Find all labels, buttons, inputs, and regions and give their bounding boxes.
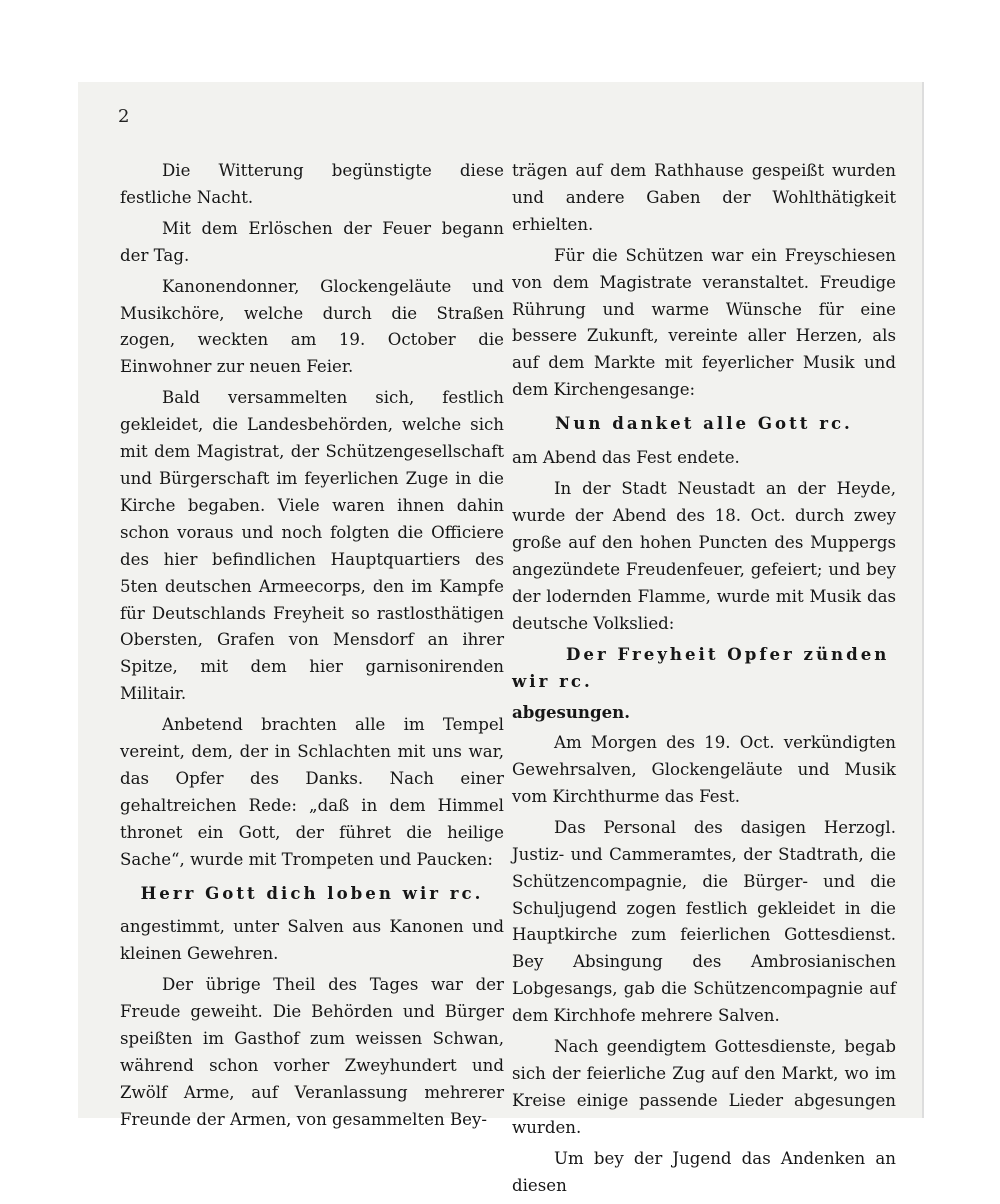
paragraph: abgesungen. (512, 702, 630, 723)
paragraph: Am Morgen des 19. Oct. verkündigten Gewehrsalven, Glockengeläute und Musik vom Kirchthurme das Fest. (512, 733, 896, 806)
paragraph: Bald versammelten sich, festlich gekleidet, die Landesbehörden, welche sich mit dem Magistrat, der Schützengesellschaft und Bürgerschaft im feyerlichen Zuge in die Kirche begaben. Viele waren ihnen dahin schon voraus und noch folgten die Officiere des hier befindlichen Hauptquartiers des 5ten deutschen Armeecorps, den im Kampfe für Deutschlands Freyheit so rastlosthätigen Obersten, Grafen von Mensdorf an ihrer Spitze, mit dem hier garnisonirenden Militair. (120, 388, 504, 704)
paragraph: Die Witterung begünstigte diese festliche Nacht. (120, 161, 504, 207)
paragraph: Anbetend brachten alle im Tempel vereint, dem, der in Schlachten mit uns war, das Opfer des Danks. Nach einer gehaltreichen Rede: „daß in dem Himmel thronet ein Gott, der führet die heilige Sache“, wurde mit Trompeten und Paucken: (120, 715, 504, 869)
paragraph: Mit dem Erlöschen der Feuer begann der Tag. (120, 218, 504, 265)
paragraph: trägen auf dem Rathhause gespeißt wurden und andere Gaben der Wohlthätigkeit erhielten. (512, 161, 896, 234)
left-column (120, 158, 504, 1138)
hymn-title: Herr Gott dich loben wir rc. (140, 882, 484, 903)
paragraph: Nach geendigtem Gottesdienste, begab sich der feierliche Zug auf den Markt, wo im Kreise einige passende Lieder abgesungen wurden. (512, 1037, 896, 1137)
page-number: 2 (118, 106, 130, 127)
paragraph: Das Personal des dasigen Herzogl. Justiz- und Cammeramtes, der Stadtrath, die Schützencompagnie, die Bürger- und die Schuljugend zogen festlich gekleidet in die Hauptkirche zum feierlichen Gottesdienst. Bey Absingung des Ambrosianischen Lobgesangs, gab die Schützencompagnie auf dem Kirchhofe mehrere Salven. (512, 817, 896, 1026)
paragraph: Kanonendonner, Glockengeläute und Musikchöre, welche durch die Straßen zogen, weckten am 19. October die Einwohner zur neuen Feier. (120, 276, 504, 377)
paragraph: Um bey der Jugend das Andenken an diesen (512, 1148, 896, 1195)
paragraph: angestimmt, unter Salven aus Kanonen und kleinen Gewehren. (120, 917, 504, 964)
paragraph: In der Stadt Neustadt an der Heyde, wurde der Abend des 18. Oct. durch zwey große auf den hohen Puncten des Muppergs angezündete Freudenfeuer, gefeiert; und bey der lodernden Flamme, wurde mit Musik das deutsche Volkslied: (512, 478, 896, 633)
paragraph: Der übrige Theil des Tages war der Freude geweiht. Die Behörden und Bürger speißten im Gasthof zum weissen Schwan, während schon vorher Zweyhundert und Zwölf Arme, auf Veranlassung mehrerer Freunde der Armen, von gesammelten Bey- (120, 975, 504, 1129)
song-title: Der Freyheit Opfer zünden wir rc. (512, 644, 890, 692)
paragraph: Für die Schützen war ein Freyschiesen von dem Magistrate veranstaltet. Freudige Rührung und warme Wünsche für eine bessere Zukunft, vereinte aller Herzen, als auf dem Markte mit feyerlicher Musik und dem Kirchengesange: (512, 245, 896, 400)
hymn-title: Nun danket alle Gott rc. (555, 413, 853, 434)
paragraph: am Abend das Fest endete. (512, 448, 740, 468)
right-column (512, 158, 896, 1204)
